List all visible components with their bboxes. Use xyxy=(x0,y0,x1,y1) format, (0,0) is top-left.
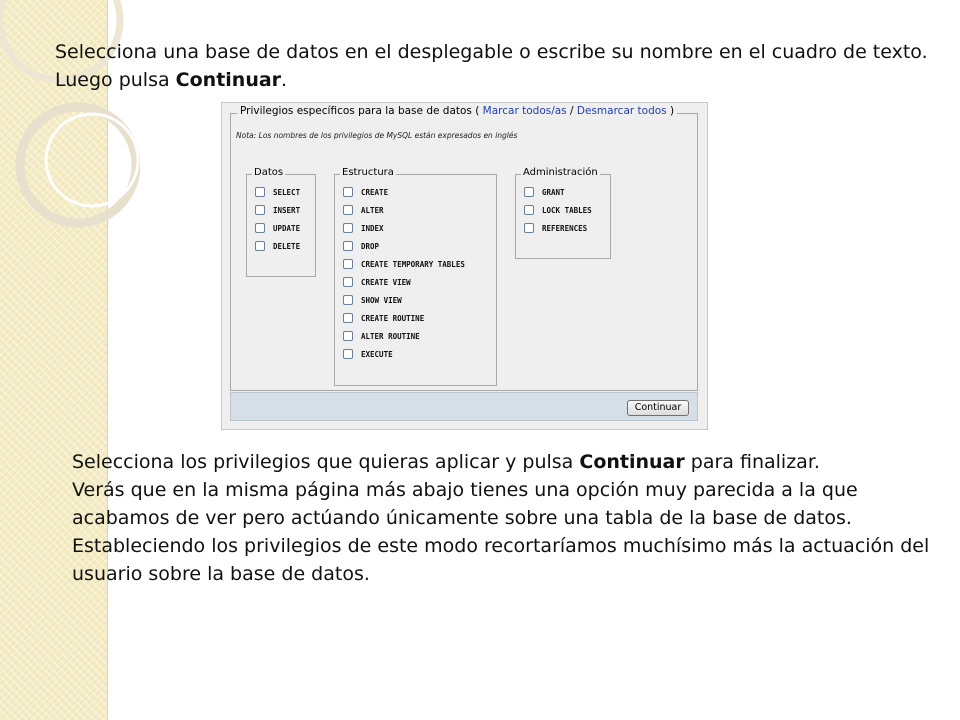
checkbox[interactable] xyxy=(343,241,353,251)
privilege-select[interactable] xyxy=(255,185,300,199)
fieldset-estructura xyxy=(334,167,497,386)
mark-all-link[interactable]: Marcar todos/as xyxy=(482,105,567,117)
privilege-label: INSERT xyxy=(273,205,301,215)
checkbox[interactable] xyxy=(343,349,353,359)
form-footer xyxy=(230,392,698,421)
checkbox[interactable] xyxy=(255,205,265,215)
privilege-create-routine[interactable] xyxy=(343,311,424,325)
privilege-update[interactable] xyxy=(255,221,300,235)
privilege-show-view[interactable] xyxy=(343,293,402,307)
intro-paragraph: Selecciona una base de datos en el desplegable o escribe su nombre en el cuadro de texto. Luego pulsa Continuar. xyxy=(55,41,928,91)
administracion-legend: Administración xyxy=(523,167,598,178)
privilege-lock-tables[interactable] xyxy=(524,203,592,217)
privilege-label: SELECT xyxy=(273,187,301,197)
privilege-insert[interactable] xyxy=(255,203,300,217)
privilege-label: CREATE xyxy=(361,187,389,197)
privilege-drop[interactable] xyxy=(343,239,379,253)
privilege-references[interactable] xyxy=(524,221,587,235)
privilege-label: CREATE VIEW xyxy=(361,277,411,287)
checkbox[interactable] xyxy=(343,313,353,323)
privilege-alter[interactable] xyxy=(343,203,384,217)
privilege-label: DROP xyxy=(361,241,380,251)
privilege-create-temporary-tables[interactable] xyxy=(343,257,465,271)
checkbox[interactable] xyxy=(343,331,353,341)
privilege-label: GRANT xyxy=(542,187,565,197)
estructura-legend: Estructura xyxy=(342,167,394,178)
privilege-label: ALTER ROUTINE xyxy=(361,331,420,341)
checkbox[interactable] xyxy=(524,205,534,215)
privileges-fieldset xyxy=(230,105,698,391)
privilege-label: UPDATE xyxy=(273,223,301,233)
checkbox[interactable] xyxy=(343,259,353,269)
checkbox[interactable] xyxy=(255,187,265,197)
continue-button[interactable]: Continuar xyxy=(627,400,689,416)
checkbox[interactable] xyxy=(524,223,534,233)
checkbox[interactable] xyxy=(343,205,353,215)
fieldset-administracion xyxy=(515,167,611,259)
privilege-label: LOCK TABLES xyxy=(542,205,592,215)
privilege-create-view[interactable] xyxy=(343,275,411,289)
privilege-label: EXECUTE xyxy=(361,349,393,359)
checkbox[interactable] xyxy=(343,187,353,197)
privilege-label: REFERENCES xyxy=(542,223,588,233)
checkbox[interactable] xyxy=(343,295,353,305)
checkbox[interactable] xyxy=(255,223,265,233)
privileges-screenshot xyxy=(221,102,708,430)
privilege-alter-routine[interactable] xyxy=(343,329,420,343)
checkbox[interactable] xyxy=(343,223,353,233)
privilege-execute[interactable] xyxy=(343,347,393,361)
privilege-label: INDEX xyxy=(361,223,384,233)
datos-legend: Datos xyxy=(254,167,284,178)
privilege-index[interactable] xyxy=(343,221,384,235)
privileges-note: Nota: Los nombres de los privilegios de MySQL están expresados en inglés xyxy=(236,131,518,140)
privilege-label: CREATE TEMPORARY TABLES xyxy=(361,259,465,269)
checkbox[interactable] xyxy=(524,187,534,197)
privilege-delete[interactable] xyxy=(255,239,300,253)
privilege-label: DELETE xyxy=(273,241,301,251)
privilege-create[interactable] xyxy=(343,185,388,199)
privilege-label: SHOW VIEW xyxy=(361,295,402,305)
privileges-legend: Privilegios específicos para la base de datos ( Marcar todos/as / Desmarcar todos ) xyxy=(237,105,677,117)
explanation-paragraph: Selecciona los privilegios que quieras aplicar y pulsa Continuar para finalizar. Verás que en la misma página más abajo tienes una opción muy parecida a la que acabamos de ver pero actúando únicamente sobre una tabla de la base de datos. Estableciendo los privilegios de este modo recortaríamos muchísimo más la actuación del usuario sobre la base de datos. xyxy=(72,451,930,585)
checkbox[interactable] xyxy=(255,241,265,251)
privilege-grant[interactable] xyxy=(524,185,565,199)
checkbox[interactable] xyxy=(343,277,353,287)
unmark-all-link[interactable]: Desmarcar todos xyxy=(576,105,667,117)
privilege-label: CREATE ROUTINE xyxy=(361,313,425,323)
fieldset-datos xyxy=(246,167,316,277)
privilege-label: ALTER xyxy=(361,205,384,215)
